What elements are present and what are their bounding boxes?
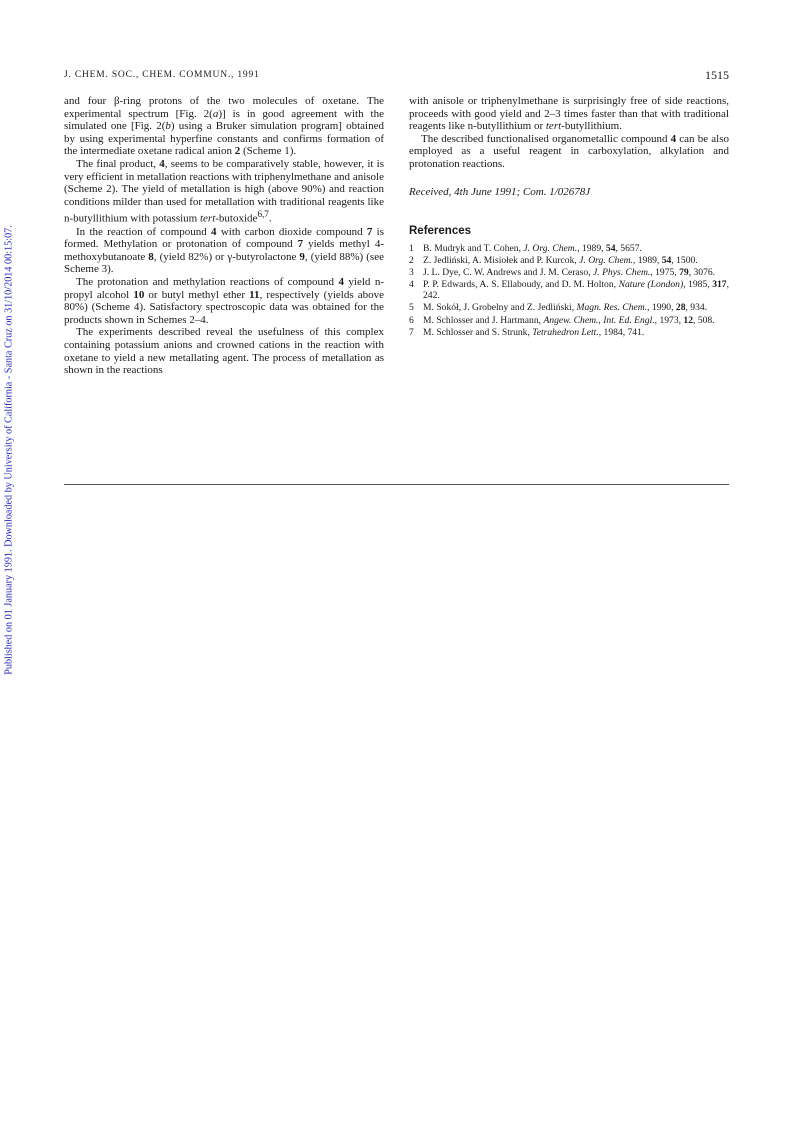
journal-citation: J. CHEM. SOC., CHEM. COMMUN., 1991 bbox=[64, 70, 260, 80]
reference-item bbox=[409, 315, 729, 326]
reference-number: 7 bbox=[409, 326, 414, 338]
paragraph: The protonation and methylation reactions of compound 4 yield n-propyl alcohol 10 or butyl methyl ether 11, respectively (yields above 80%) (Scheme 4). Satisfactory spectroscopic data was obtained for the products shown in Schemes 2–4. bbox=[64, 275, 384, 326]
reference-list bbox=[409, 243, 729, 338]
reference-number: 4 bbox=[409, 279, 414, 291]
paragraph: and four β-ring protons of the two molecules of oxetane. The experimental spectrum [Fig. 2(a)] is in good agreement with the simulated one [Fig. 2(b) using a Bruker simulation program] obtained by using experimental hyperfine constants and confirms formation of the intermediate oxetane radical anion 2 (Scheme 1). bbox=[64, 95, 384, 158]
paragraph: In the reaction of compound 4 with carbon dioxide compound 7 is formed. Methylation or protonation of compound 7 yields methyl 4-methoxybutanoate 8, (yield 82%) or γ-butyrolactone 9, (yield 88%) (see Scheme 3). bbox=[64, 225, 384, 276]
reference-text: P. P. Edwards, A. S. Ellaboudy, and D. M. Holton, Nature (London), 1985, 317, 242. bbox=[423, 279, 729, 302]
reference-text: J. L. Dye, C. W. Andrews and J. M. Ceraso, J. Phys. Chem., 1975, 79, 3076. bbox=[423, 266, 716, 278]
download-watermark bbox=[2, 210, 16, 690]
reference-text: B. Mudryk and T. Cohen, J. Org. Chem., 1989, 54, 5657. bbox=[423, 242, 642, 254]
reference-number: 1 bbox=[409, 242, 414, 254]
reference-number: 6 bbox=[409, 314, 414, 326]
right-column bbox=[409, 95, 729, 339]
reference-number: 3 bbox=[409, 266, 414, 278]
reference-number: 2 bbox=[409, 254, 414, 266]
received-date: Received, 4th June 1991; Com. 1/02678J bbox=[409, 185, 591, 198]
reference-item bbox=[409, 267, 729, 278]
paragraph: The experiments described reveal the usefulness of this complex containing potassium anions and crowned cations in the reaction with oxetane to yield a new metallating agent. The process of metallation as shown in the reactions bbox=[64, 326, 384, 377]
reference-text: M. Schlosser and J. Hartmann, Angew. Chem., Int. Ed. Engl., 1973, 12, 508. bbox=[423, 314, 715, 326]
page-number: 1515 bbox=[705, 68, 729, 82]
running-header bbox=[64, 68, 729, 84]
references-heading: References bbox=[409, 225, 472, 238]
reference-item bbox=[409, 243, 729, 254]
section-divider bbox=[64, 484, 729, 485]
left-column bbox=[64, 95, 384, 377]
download-notice-text: Published on 01 January 1991. Downloaded by University of California - Santa Cruz on 31/10/2014 00:15:07. bbox=[3, 225, 15, 675]
paragraph: The final product, 4, seems to be comparatively stable, however, it is very efficient in metallation reactions with triphenylmethane and anisole (Scheme 2). The yield of metallation is high (above 90%) and reaction conditions milder than used for metallation with traditional reagents like n-butyllithium with potassium tert-butoxide$^{6,7}$. bbox=[64, 157, 384, 225]
paragraph: with anisole or triphenylmethane is surprisingly free of side reactions, proceeds with good yield and 2–3 times faster than that with traditional reagents like n-butyllithium or tert-butyllithium. bbox=[409, 95, 729, 133]
reference-text: M. Schlosser and S. Strunk, Tetrahedron Lett., 1984, 741. bbox=[423, 326, 645, 338]
paragraph: The described functionalised organometallic compound 4 can be also employed as a useful reagent in carboxylation, alkylation and protonation reactions. bbox=[409, 132, 729, 170]
reference-text: M. Sokół, J. Grobelny and Z. Jedliński, Magn. Res. Chem., 1990, 28, 934. bbox=[423, 302, 708, 314]
reference-item bbox=[409, 302, 729, 313]
reference-item bbox=[409, 279, 729, 302]
reference-number: 5 bbox=[409, 302, 414, 314]
reference-item bbox=[409, 327, 729, 338]
reference-text: Z. Jedliński, A. Misiołek and P. Kurcok, J. Org. Chem., 1989, 54, 1500. bbox=[423, 254, 698, 266]
reference-item bbox=[409, 255, 729, 266]
